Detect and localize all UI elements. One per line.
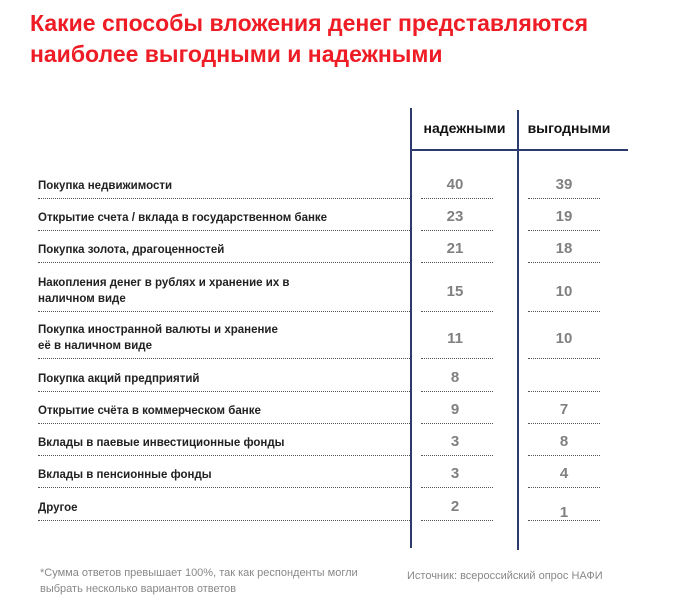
row-separator: [528, 311, 600, 312]
row-separator: [528, 230, 600, 231]
value-reliable: 40: [446, 176, 464, 193]
row-label: Вклады в пенсионные фонды: [38, 469, 212, 481]
row-separator: [38, 487, 410, 488]
row-separator: [528, 358, 600, 359]
row-separator: [38, 262, 410, 263]
value-reliable: 3: [450, 465, 460, 482]
value-profitable: 10: [555, 330, 573, 347]
row-label: Другое: [38, 502, 78, 514]
column-header-reliable: надежными: [423, 120, 506, 136]
footnote: *Сумма ответов превышает 100%, так как респонденты могли выбрать несколько вариантов ответов: [40, 567, 358, 595]
chart-title: Какие способы вложения денег представляются наиболее выгодными и надежными: [30, 10, 589, 67]
row-separator: [528, 391, 600, 392]
row-separator: [38, 391, 410, 392]
value-profitable: 1: [559, 504, 569, 521]
row-label: Вклады в паевые инвестиционные фонды: [38, 437, 285, 449]
row-separator: [38, 423, 410, 424]
row-label: Покупка акций предприятий: [38, 373, 200, 385]
row-separator: [421, 487, 493, 488]
value-reliable: 11: [447, 330, 463, 347]
value-reliable: 9: [450, 401, 460, 418]
row-separator: [38, 230, 410, 231]
header-rule: [410, 149, 628, 151]
value-reliable: 15: [446, 283, 464, 300]
value-reliable: 3: [450, 433, 460, 450]
value-profitable: 19: [555, 208, 573, 225]
row-separator: [421, 198, 493, 199]
value-reliable: 8: [450, 369, 460, 386]
column-header-profitable: выгодными: [527, 120, 611, 136]
row-separator: [528, 487, 600, 488]
row-separator: [421, 262, 493, 263]
row-separator: [38, 311, 410, 312]
value-profitable: 10: [555, 283, 573, 300]
row-separator: [528, 520, 600, 521]
row-label: Накопления денег в рублях и хранение их в наличном виде: [38, 277, 290, 305]
value-profitable: 8: [559, 433, 569, 450]
row-label: Покупка иностранной валюты и хранение её в наличном виде: [38, 324, 278, 352]
value-profitable: 18: [555, 240, 573, 257]
row-separator: [38, 455, 410, 456]
value-profitable: 39: [555, 176, 573, 193]
column-divider-right: [517, 110, 519, 550]
row-separator: [38, 520, 410, 521]
row-separator: [421, 520, 493, 521]
row-label: Покупка золота, драгоценностей: [38, 244, 225, 256]
row-separator: [421, 358, 493, 359]
row-label: Открытие счета / вклада в государственном банке: [38, 212, 328, 224]
value-profitable: 7: [559, 401, 569, 418]
row-separator: [38, 198, 410, 199]
row-separator: [528, 198, 600, 199]
row-label: Открытие счёта в коммерческом банке: [38, 405, 261, 417]
source-note: Источник: всероссийский опрос НАФИ: [407, 570, 603, 582]
row-label: Покупка недвижимости: [38, 180, 173, 192]
row-separator: [421, 230, 493, 231]
row-separator: [421, 391, 493, 392]
row-separator: [528, 262, 600, 263]
row-separator: [38, 358, 410, 359]
value-reliable: 21: [446, 240, 464, 257]
row-separator: [421, 311, 493, 312]
column-divider-left: [410, 108, 412, 548]
row-separator: [421, 423, 493, 424]
row-separator: [528, 455, 600, 456]
row-separator: [528, 423, 600, 424]
row-separator: [421, 455, 493, 456]
value-reliable: 2: [450, 498, 460, 515]
value-reliable: 23: [446, 208, 464, 225]
value-profitable: 4: [559, 465, 569, 482]
